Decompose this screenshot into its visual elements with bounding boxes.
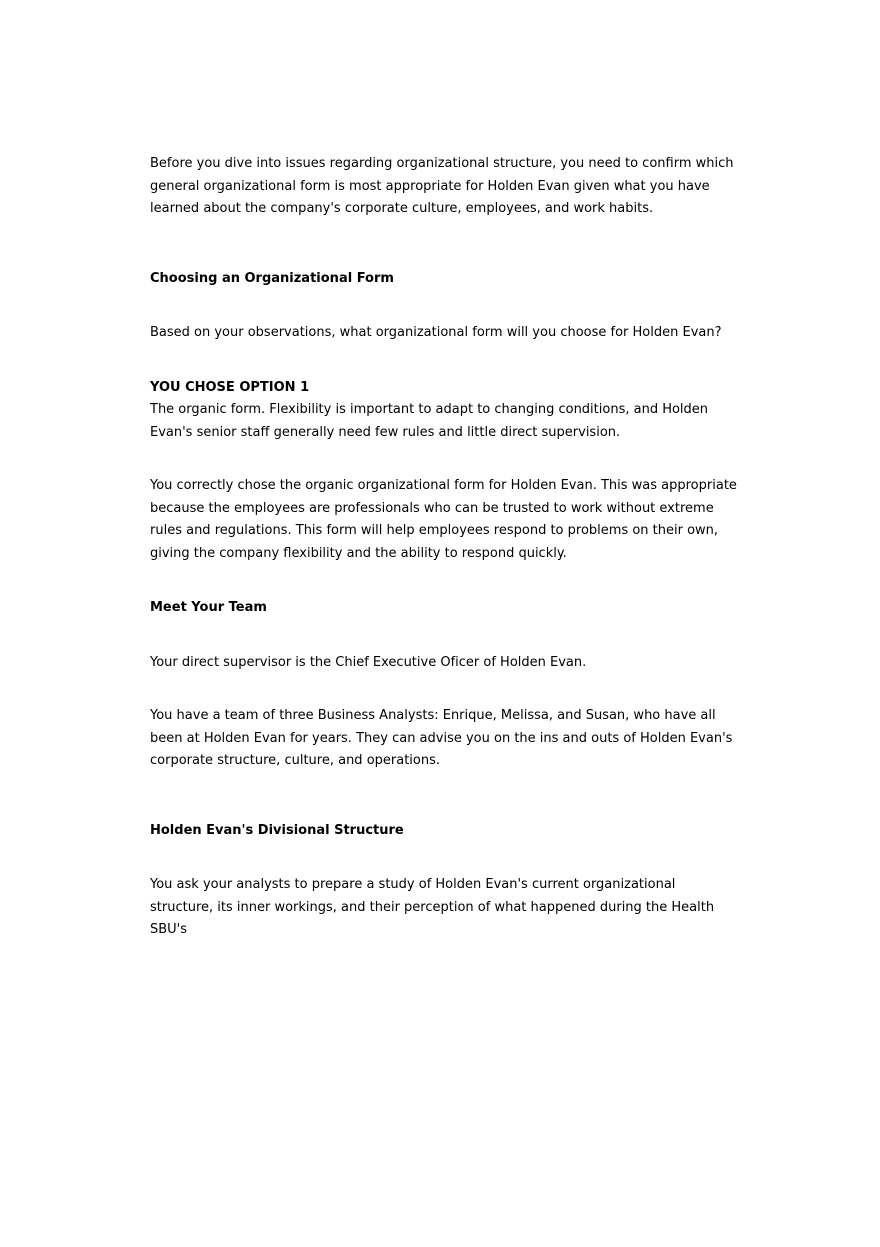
heading-divisional-structure: Holden Evan's Divisional Structure [150, 822, 404, 838]
chosen-option-label: YOU CHOSE OPTION 1 [150, 379, 310, 395]
team-paragraph: You have a team of three Business Analysts: Enrique, Melissa, and Susan, who have all been at Holden Evan for years. They can advise you on the ins and outs of Holden Evan's corporate structure, culture, and operations. [150, 708, 733, 768]
heading-meet-your-team: Meet Your Team [150, 600, 267, 615]
supervisor-paragraph: Your direct supervisor is the Chief Executive Ofi̇cer of Holden Evan. [150, 654, 587, 670]
document-body [150, 153, 740, 942]
chosen-option-text: The organic form. Flexibility is important to adapt to changing conditions, and Holden Evan's senior staff generally need few rules and little direct supervision. [150, 402, 709, 440]
analysts-study-paragraph: You ask your analysts to prepare a study of Holden Evan's current organizational structure, its inner workings, and their perception of what happened during the Health SBU's [150, 877, 715, 937]
question-paragraph: Based on your observations, what organizational form will you choose for Holden Evan? [150, 325, 722, 340]
intro-paragraph: Before you dive into issues regarding organizational structure, you need to confirm which general organizational form is most appropriate for Holden Evan given what you have learned about the company's corporate culture, employees, and work habits. [150, 156, 734, 216]
feedback-paragraph: You correctly chose the organic organizational form for Holden Evan. This was appropriate because the employees are professionals who can be trusted to work without extreme rules and regulations. This form will help employees respond to problems on their own, giving the company flexibility and the ability to respond quickly. [150, 478, 737, 561]
heading-choosing-organizational-form: Choosing an Organizational Form [150, 270, 394, 286]
chosen-option-block [150, 377, 740, 445]
